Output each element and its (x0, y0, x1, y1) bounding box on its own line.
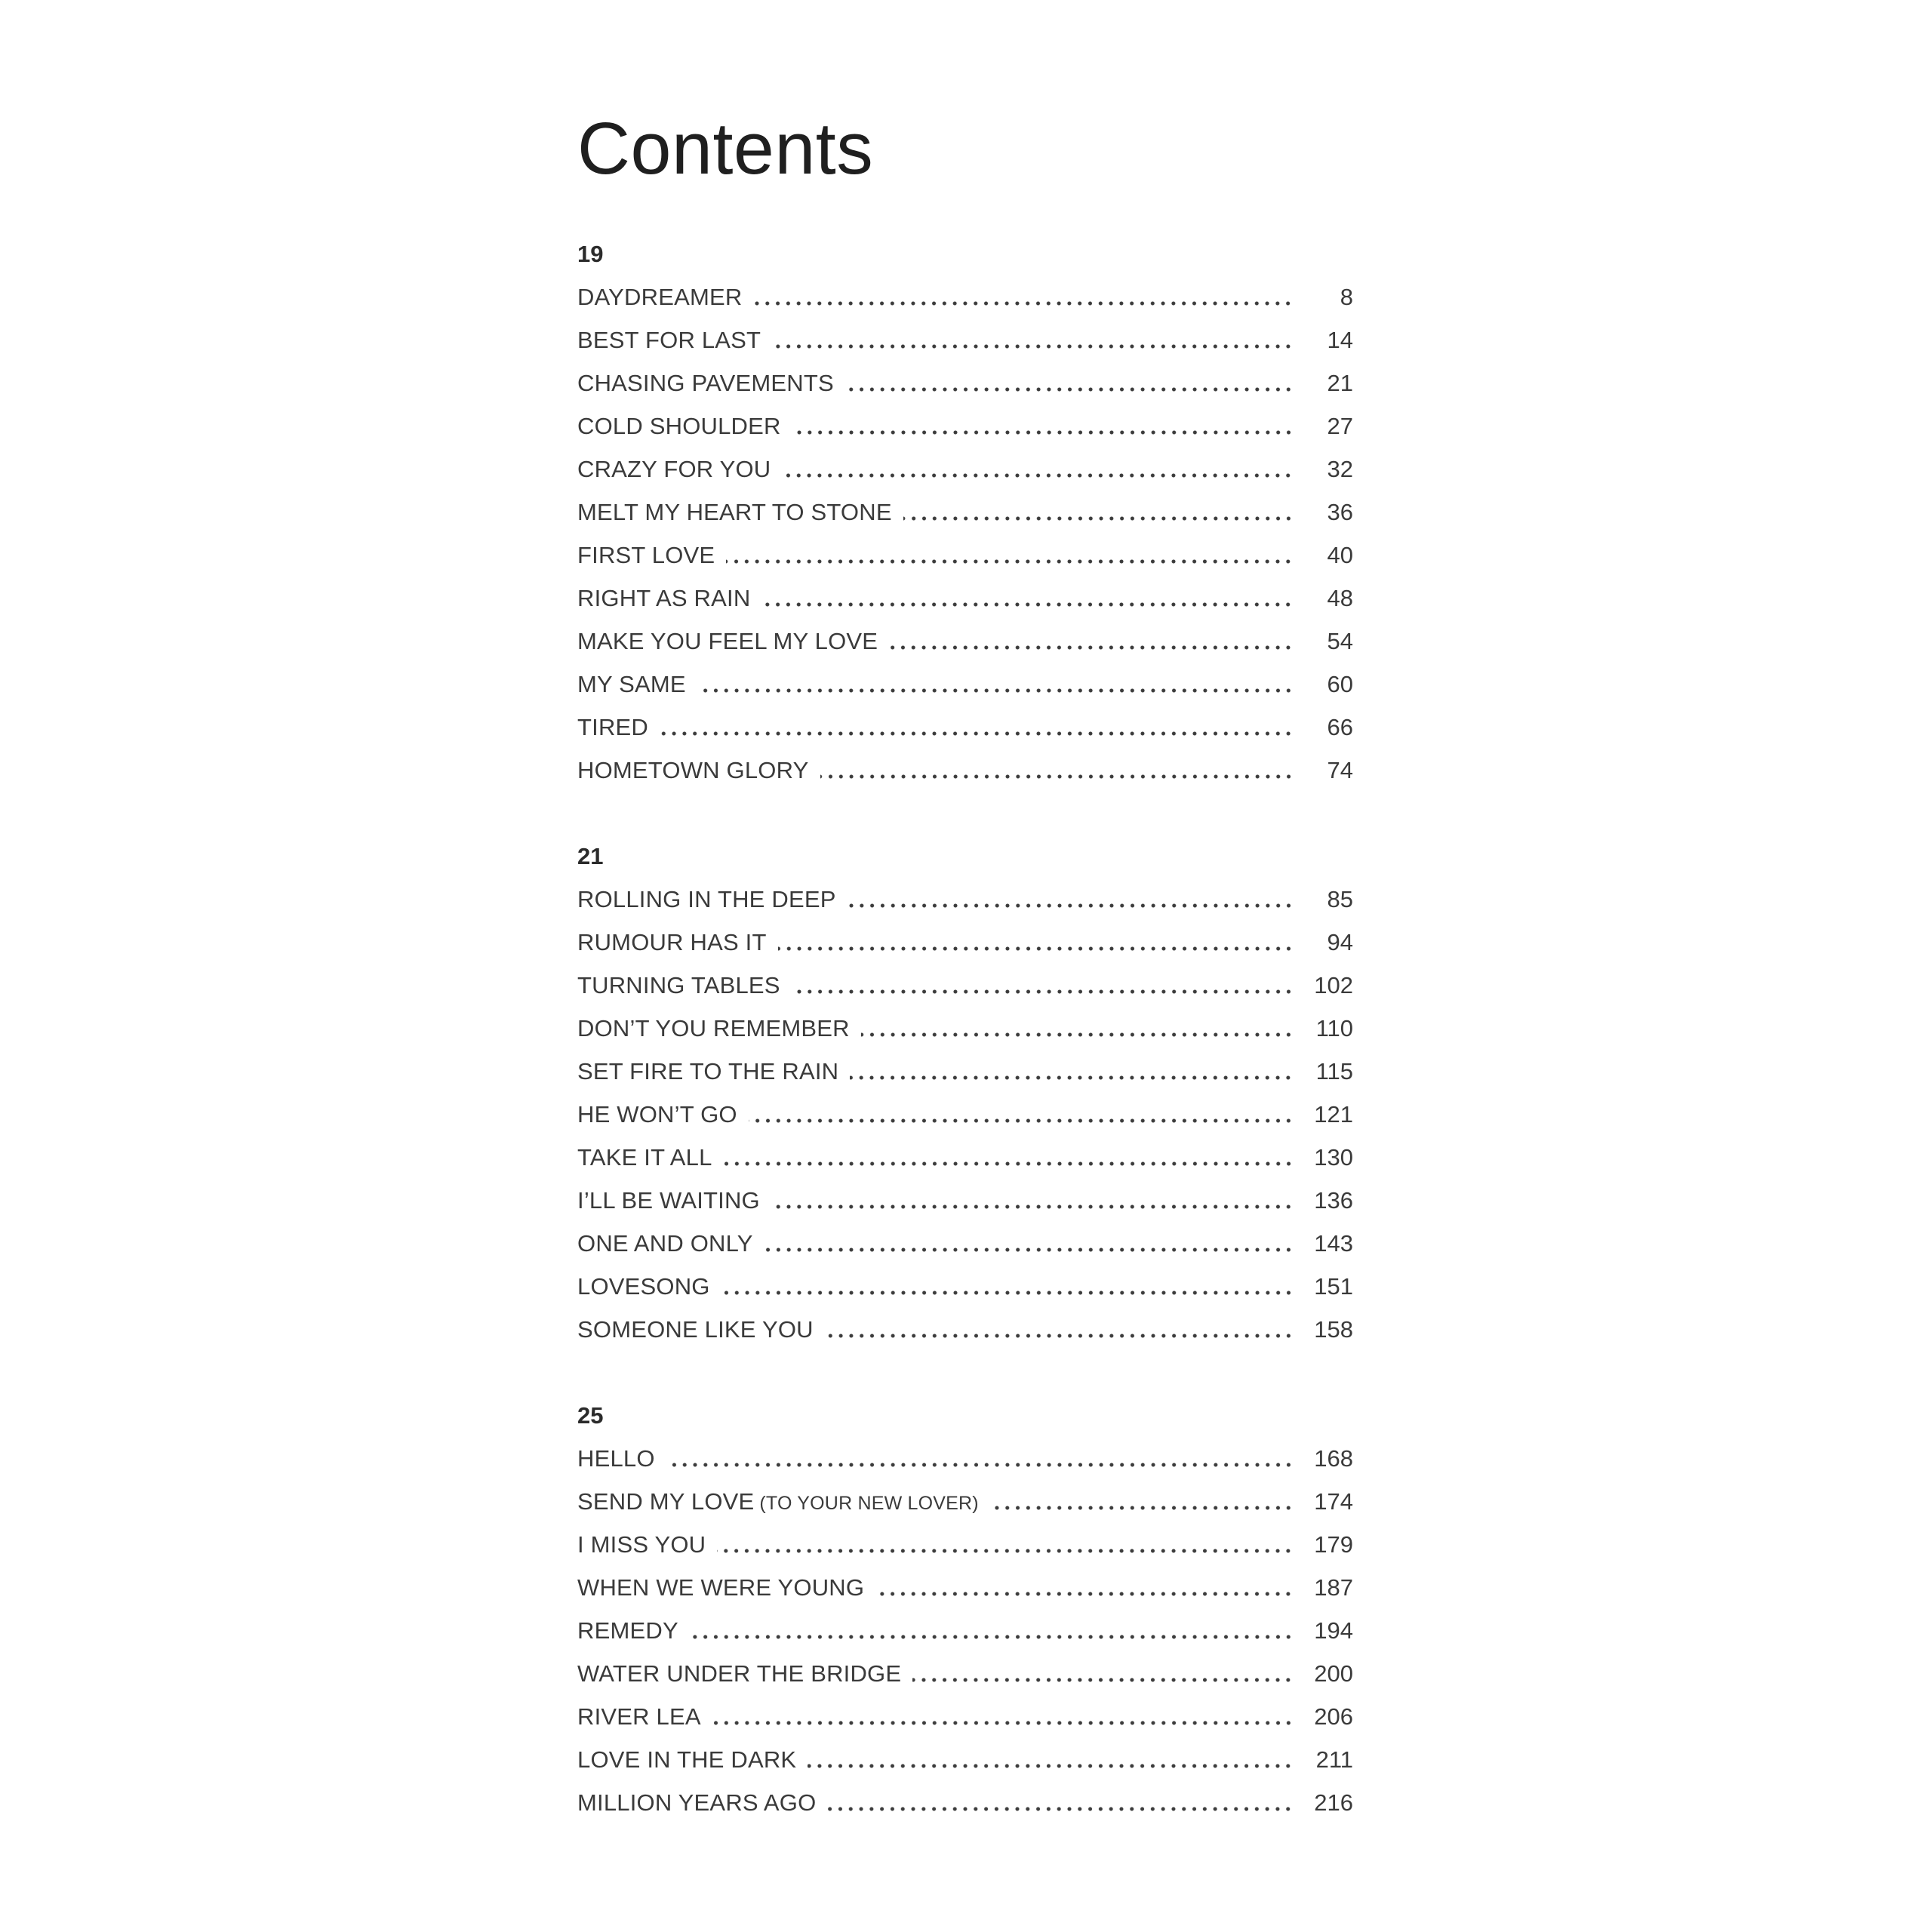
song-title (577, 284, 742, 311)
page-number: 187 (1314, 1574, 1353, 1601)
dot-leader (792, 430, 1294, 435)
dot-leader (771, 1204, 1294, 1209)
song-title (577, 671, 686, 698)
toc-entry (577, 1265, 1353, 1308)
song-title (577, 1660, 901, 1687)
page-number: 36 (1327, 498, 1353, 525)
toc-entry (577, 1652, 1353, 1695)
dot-leader (778, 946, 1294, 951)
toc-entry (577, 1136, 1353, 1179)
toc-entry (577, 878, 1353, 921)
toc-entry (577, 1179, 1353, 1222)
dot-leader (712, 1721, 1294, 1725)
toc-entry (577, 663, 1353, 706)
page-number: 143 (1314, 1229, 1353, 1257)
song-title-text: SOMEONE LIKE YOU (577, 1315, 814, 1343)
page-number: 216 (1314, 1789, 1353, 1816)
dot-leader (845, 387, 1294, 392)
album-section (577, 835, 1353, 1351)
page-number: 14 (1327, 326, 1353, 353)
toc-entry (577, 1480, 1353, 1523)
toc-entry (577, 275, 1353, 318)
page-number: 115 (1315, 1057, 1353, 1084)
dot-leader (666, 1463, 1294, 1467)
song-title-text: MY SAME (577, 670, 686, 697)
dot-leader (875, 1592, 1294, 1596)
page-number: 136 (1314, 1186, 1353, 1214)
song-title (577, 1445, 655, 1472)
page-number: 168 (1314, 1444, 1353, 1472)
toc-entry (577, 1308, 1353, 1351)
song-title-text: HOMETOWN GLORY (577, 756, 809, 783)
dot-leader (772, 344, 1294, 349)
song-title-text: LOVESONG (577, 1272, 710, 1300)
page-number: 94 (1327, 928, 1353, 955)
song-title-text: COLD SHOULDER (577, 412, 781, 439)
dot-leader (724, 1161, 1294, 1166)
song-title-text: BEST FOR LAST (577, 326, 761, 353)
song-title (577, 628, 878, 655)
song-title-text: WATER UNDER THE BRIDGE (577, 1660, 902, 1687)
page-number: 194 (1314, 1617, 1353, 1644)
song-title (577, 499, 892, 526)
section-rows (577, 275, 1353, 792)
song-title-suffix: (TO YOUR NEW LOVER) (759, 1492, 979, 1514)
song-title (577, 972, 780, 999)
song-title-text: TIRED (577, 713, 648, 740)
song-title (577, 1746, 796, 1774)
dot-leader (726, 559, 1294, 564)
song-title (577, 585, 750, 612)
album-section-header: 21 (577, 842, 604, 869)
toc-entry (577, 1093, 1353, 1136)
song-title (577, 456, 771, 483)
song-title-text: ROLLING IN THE DEEP (577, 885, 836, 912)
toc-entry (577, 318, 1353, 361)
page-number: 48 (1327, 584, 1353, 611)
dot-leader (820, 774, 1294, 779)
dot-leader (697, 688, 1294, 693)
page-number: 121 (1314, 1100, 1353, 1128)
song-title (577, 1101, 737, 1128)
dot-leader (850, 1075, 1294, 1080)
song-title-text: CRAZY FOR YOU (577, 455, 771, 482)
dot-leader (848, 903, 1294, 908)
song-title-text: I MISS YOU (577, 1531, 706, 1558)
dot-leader (721, 1291, 1294, 1295)
page-number: 66 (1327, 713, 1353, 740)
album-section-header: 25 (577, 1401, 604, 1429)
album-section (577, 232, 1353, 792)
page-number: 54 (1327, 627, 1353, 654)
toc-entry (577, 620, 1353, 663)
page-number: 130 (1314, 1143, 1353, 1171)
toc-entry (577, 361, 1353, 405)
song-title (577, 542, 715, 569)
dot-leader (792, 989, 1294, 994)
toc-entry (577, 1566, 1353, 1609)
page-number: 32 (1327, 455, 1353, 482)
song-title-text: DON’T YOU REMEMBER (577, 1014, 850, 1041)
page-number: 211 (1315, 1746, 1353, 1773)
toc-entry (577, 706, 1353, 749)
song-title-text: SET FIRE TO THE RAIN (577, 1057, 839, 1084)
toc-entry (577, 1050, 1353, 1093)
toc-entry (577, 1523, 1353, 1566)
song-title-text: MILLION YEARS AGO (577, 1789, 817, 1816)
page-number: 206 (1314, 1703, 1353, 1730)
song-title-text: RIVER LEA (577, 1703, 701, 1730)
song-title-text: CHASING PAVEMENTS (577, 369, 834, 396)
song-title-text: MELT MY HEART TO STONE (577, 498, 892, 525)
song-title (577, 1531, 706, 1558)
song-title-text: RUMOUR HAS IT (577, 928, 767, 955)
toc-sections (577, 232, 1353, 1824)
song-title (577, 1789, 816, 1817)
toc-entry (577, 1007, 1353, 1050)
toc-entry (577, 964, 1353, 1007)
dot-leader (761, 602, 1294, 607)
song-title (577, 1273, 710, 1300)
song-title (577, 413, 781, 440)
song-title-text: HELLO (577, 1444, 655, 1472)
contents-page (577, 107, 1353, 1824)
page-number: 27 (1327, 412, 1353, 439)
toc-entry (577, 1781, 1353, 1824)
dot-leader (808, 1764, 1294, 1768)
song-title-text: FIRST LOVE (577, 541, 715, 568)
page-number: 60 (1327, 670, 1353, 697)
dot-leader (749, 1118, 1294, 1123)
song-title (577, 1488, 979, 1515)
page-number: 74 (1327, 756, 1353, 783)
dot-leader (782, 473, 1294, 478)
page-number: 40 (1327, 541, 1353, 568)
song-title (577, 1574, 864, 1601)
page-number: 174 (1314, 1487, 1353, 1515)
song-title (577, 1230, 753, 1257)
page-number: 110 (1315, 1014, 1353, 1041)
song-title (577, 1703, 701, 1730)
song-title (577, 1015, 850, 1042)
page-number: 179 (1314, 1531, 1353, 1558)
song-title-text: REMEDY (577, 1617, 678, 1644)
toc-entry (577, 1222, 1353, 1265)
album-section (577, 1394, 1353, 1824)
song-title (577, 1187, 760, 1214)
page-number: 151 (1314, 1272, 1353, 1300)
dot-leader (990, 1506, 1294, 1510)
toc-entry (577, 1695, 1353, 1738)
toc-entry (577, 921, 1353, 964)
song-title-text: I’LL BE WAITING (577, 1186, 760, 1214)
song-title (577, 370, 834, 397)
song-title (577, 327, 761, 354)
song-title (577, 929, 767, 956)
dot-leader (660, 731, 1294, 736)
dot-leader (753, 301, 1294, 306)
song-title (577, 1058, 838, 1085)
toc-entry (577, 534, 1353, 577)
toc-entry (577, 1609, 1353, 1652)
toc-entry (577, 749, 1353, 792)
section-rows (577, 878, 1353, 1351)
page-number: 85 (1327, 885, 1353, 912)
song-title (577, 1316, 814, 1343)
dot-leader (690, 1635, 1294, 1639)
toc-entry (577, 448, 1353, 491)
song-title (577, 714, 648, 741)
page-number: 21 (1327, 369, 1353, 396)
toc-entry (577, 1738, 1353, 1781)
toc-entry (577, 491, 1353, 534)
song-title-text: TAKE IT ALL (577, 1143, 712, 1171)
page-number: 8 (1340, 283, 1353, 310)
dot-leader (912, 1678, 1294, 1682)
toc-entry (577, 577, 1353, 620)
song-title-text: DAYDREAMER (577, 283, 743, 310)
song-title-text: WHEN WE WERE YOUNG (577, 1574, 865, 1601)
dot-leader (861, 1032, 1294, 1037)
dot-leader (764, 1247, 1294, 1252)
dot-leader (825, 1334, 1294, 1338)
page-title: Contents (577, 107, 874, 189)
page-number: 102 (1314, 971, 1353, 998)
song-title (577, 757, 809, 784)
song-title-text: LOVE IN THE DARK (577, 1746, 797, 1773)
song-title-text: RIGHT AS RAIN (577, 584, 751, 611)
toc-entry (577, 405, 1353, 448)
toc-entry (577, 1437, 1353, 1480)
section-rows (577, 1437, 1353, 1824)
dot-leader (717, 1549, 1294, 1553)
song-title-text: MAKE YOU FEEL MY LOVE (577, 627, 878, 654)
song-title (577, 1144, 712, 1171)
dot-leader (827, 1807, 1294, 1811)
song-title-text: ONE AND ONLY (577, 1229, 753, 1257)
album-section-header: 19 (577, 240, 604, 267)
song-title (577, 886, 836, 913)
song-title (577, 1617, 678, 1644)
page-number: 200 (1314, 1660, 1353, 1687)
dot-leader (903, 516, 1294, 521)
song-title-text: TURNING TABLES (577, 971, 780, 998)
song-title-text: HE WON’T GO (577, 1100, 737, 1128)
page-number: 158 (1314, 1315, 1353, 1343)
song-title-text: SEND MY LOVE (577, 1487, 755, 1515)
dot-leader (889, 645, 1294, 650)
